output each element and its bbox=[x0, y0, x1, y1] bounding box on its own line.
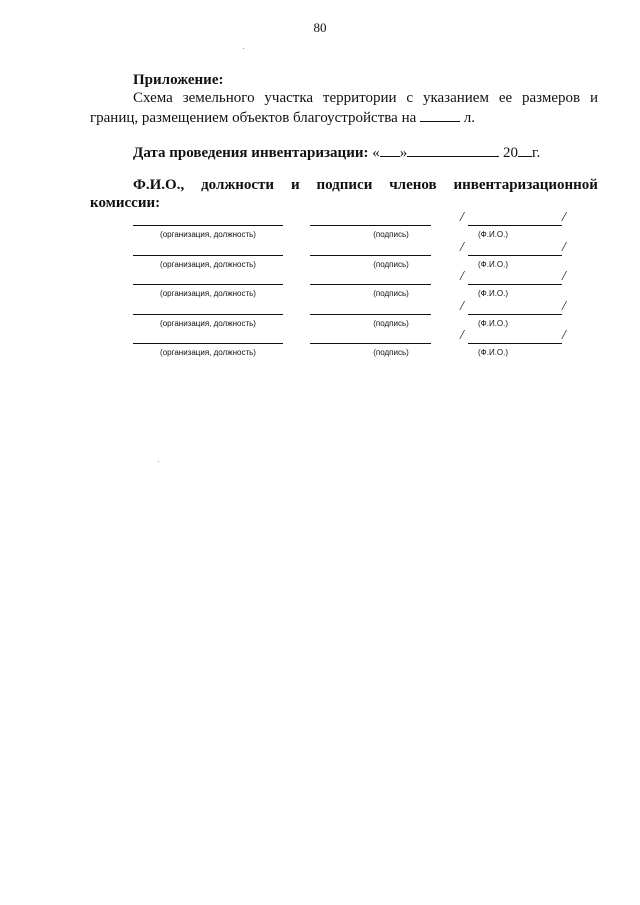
day-blank bbox=[380, 143, 400, 157]
fio-slash-right: / bbox=[562, 210, 566, 225]
signature-row bbox=[0, 328, 640, 361]
signature-line bbox=[310, 343, 431, 344]
fio-slash-left: / bbox=[460, 210, 464, 225]
appendix-title: Приложение: bbox=[133, 72, 224, 88]
scan-speck bbox=[243, 48, 244, 49]
fio-slash-right: / bbox=[562, 298, 566, 314]
page-number: 80 bbox=[313, 20, 327, 35]
org-position-caption: (организация, должность) bbox=[160, 318, 256, 328]
month-blank bbox=[407, 143, 499, 157]
appendix-text bbox=[90, 89, 598, 128]
signature-caption: (подпись) bbox=[373, 348, 409, 357]
org-position-caption: (организация, должность) bbox=[160, 230, 256, 239]
fio-slash-left: / bbox=[460, 239, 464, 255]
commission-word: инвентаризационной bbox=[453, 177, 598, 193]
signature-row bbox=[0, 269, 640, 302]
signature-line bbox=[310, 255, 431, 256]
sheet-count-blank bbox=[420, 108, 460, 122]
commission-word: и bbox=[290, 177, 300, 193]
fio-line bbox=[468, 255, 562, 256]
fio-slash-left: / bbox=[460, 298, 464, 314]
commission-word: Ф.И.О., bbox=[133, 177, 185, 193]
year-prefix: 20 bbox=[502, 145, 518, 161]
signature-row bbox=[0, 210, 640, 243]
fio-line bbox=[468, 343, 562, 344]
signature-line bbox=[310, 225, 431, 226]
commission-word: должности bbox=[201, 177, 275, 193]
close-quote: » bbox=[399, 145, 408, 161]
signature-line bbox=[310, 314, 431, 315]
open-quote: « bbox=[372, 145, 380, 161]
year-blank bbox=[518, 143, 532, 157]
commission-word: членов bbox=[389, 177, 437, 193]
fio-line bbox=[468, 225, 562, 226]
commission-title-line1 bbox=[90, 176, 598, 194]
appendix-suffix: л. bbox=[463, 110, 475, 126]
inventory-date-line bbox=[133, 143, 540, 162]
fio-slash-right: / bbox=[562, 328, 566, 343]
org-position-line bbox=[133, 314, 283, 315]
fio-line bbox=[468, 284, 562, 285]
commission-word: подписи bbox=[316, 177, 373, 193]
signature-line bbox=[310, 284, 431, 285]
fio-slash-left: / bbox=[460, 328, 464, 343]
org-position-caption: (организация, должность) bbox=[160, 348, 256, 357]
year-suffix: г. bbox=[531, 145, 541, 161]
org-position-line bbox=[133, 255, 283, 256]
signature-caption: (подпись) bbox=[373, 318, 409, 328]
fio-slash-right: / bbox=[562, 269, 566, 284]
signature-caption: (подпись) bbox=[373, 289, 409, 298]
scan-speck bbox=[158, 461, 159, 462]
commission-title bbox=[90, 176, 598, 212]
fio-caption: (Ф.И.О.) bbox=[477, 318, 509, 328]
signature-caption: (подпись) bbox=[373, 259, 409, 269]
org-position-caption: (организация, должность) bbox=[160, 289, 256, 298]
org-position-caption: (организация, должность) bbox=[160, 259, 256, 269]
org-position-line bbox=[133, 284, 283, 285]
fio-slash-right: / bbox=[562, 239, 566, 255]
inventory-date-label: Дата проведения инвентаризации: bbox=[133, 145, 369, 161]
signature-row bbox=[0, 239, 640, 273]
fio-caption: (Ф.И.О.) bbox=[477, 259, 509, 269]
signature-row bbox=[0, 298, 640, 332]
appendix-body: Схема земельного участка территории с указанием ее размеров и границ, размещением объектов благоустройства на bbox=[90, 90, 598, 126]
fio-line bbox=[468, 314, 562, 315]
fio-slash-left: / bbox=[460, 269, 464, 284]
commission-title-line2: комиссии: bbox=[90, 195, 161, 211]
fio-caption: (Ф.И.О.) bbox=[477, 230, 509, 239]
fio-caption: (Ф.И.О.) bbox=[477, 348, 509, 357]
fio-caption: (Ф.И.О.) bbox=[477, 289, 509, 298]
org-position-line bbox=[133, 343, 283, 344]
signature-caption: (подпись) bbox=[373, 230, 409, 239]
org-position-line bbox=[133, 225, 283, 226]
